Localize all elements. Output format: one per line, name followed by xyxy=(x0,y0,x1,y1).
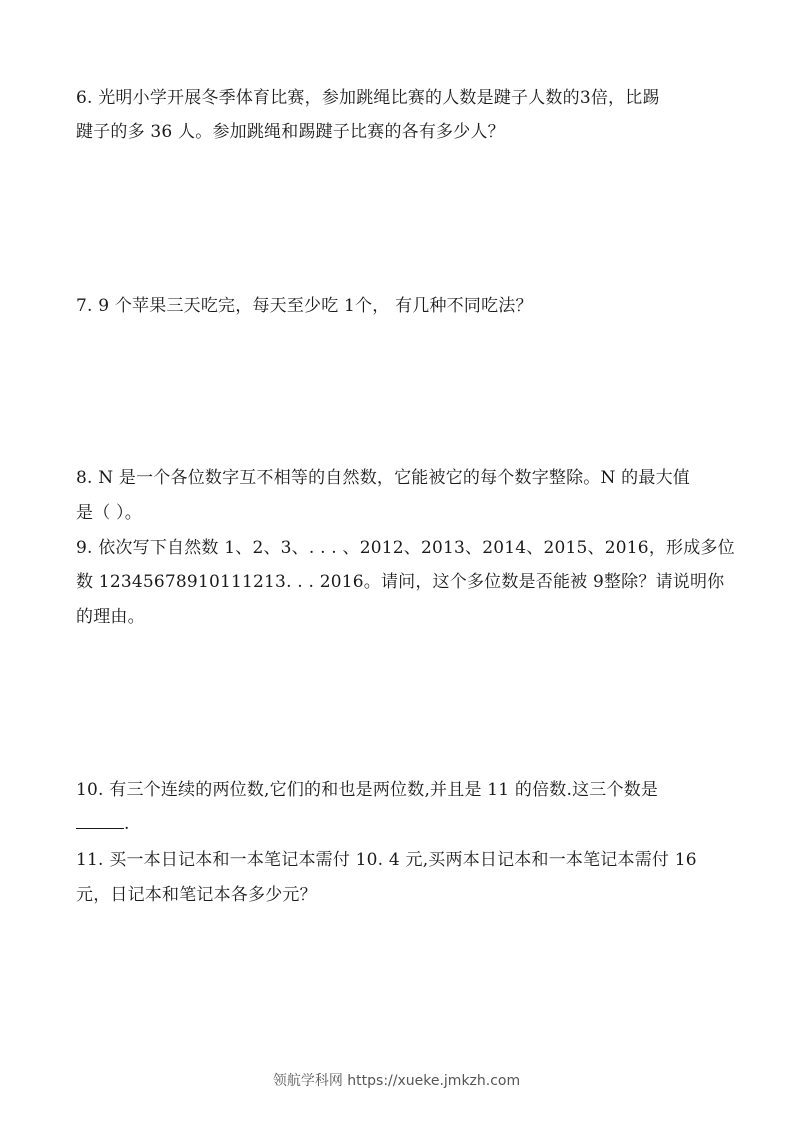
question-6-line-2: 踺子的多 36 人。参加跳绳和踢踺子比赛的各有多少人？ xyxy=(76,122,505,142)
question-8-line-2: 是（ ）。 xyxy=(76,503,142,523)
question-10-line-1: 10. 有三个连续的两位数,它们的和也是两位数,并且是 11 的倍数.这三个数是 xyxy=(76,780,659,800)
question-9-line-1: 9. 依次写下自然数 1、2、3、. . . 、2012、2013、2014、2015、2016，形成多位 xyxy=(76,538,735,558)
question-9-line-2: 数 12345678910111213. . . 2016。请问，这个多位数是否能被 9整除？请说明你 xyxy=(76,572,725,592)
question-11-line-1: 11. 买一本日记本和一本笔记本需付 10. 4 元,买两本日记本和一本笔记本需付 16 xyxy=(76,850,697,870)
answer-blank xyxy=(76,812,124,829)
question-7-line-1: 7. 9 个苹果三天吃完，每天至少吃 1个， 有几种不同吃法？ xyxy=(76,296,533,316)
question-10-period: . xyxy=(124,814,130,834)
question-6-line-1: 6. 光明小学开展冬季体育比赛，参加跳绳比赛的人数是踺子人数的3倍，比踢 xyxy=(76,88,660,108)
question-8-line-1: 8. N 是一个各位数字互不相等的自然数，它能被它的每个数字整除。N 的最大值 xyxy=(76,468,690,488)
question-11-line-2: 元，日记本和笔记本各多少元？ xyxy=(76,885,317,905)
question-9-line-3: 的理由。 xyxy=(76,607,145,627)
question-10-line-2 xyxy=(76,812,130,836)
footer-watermark: 领航学科网 https://xueke.jmkzh.com xyxy=(272,1073,521,1089)
